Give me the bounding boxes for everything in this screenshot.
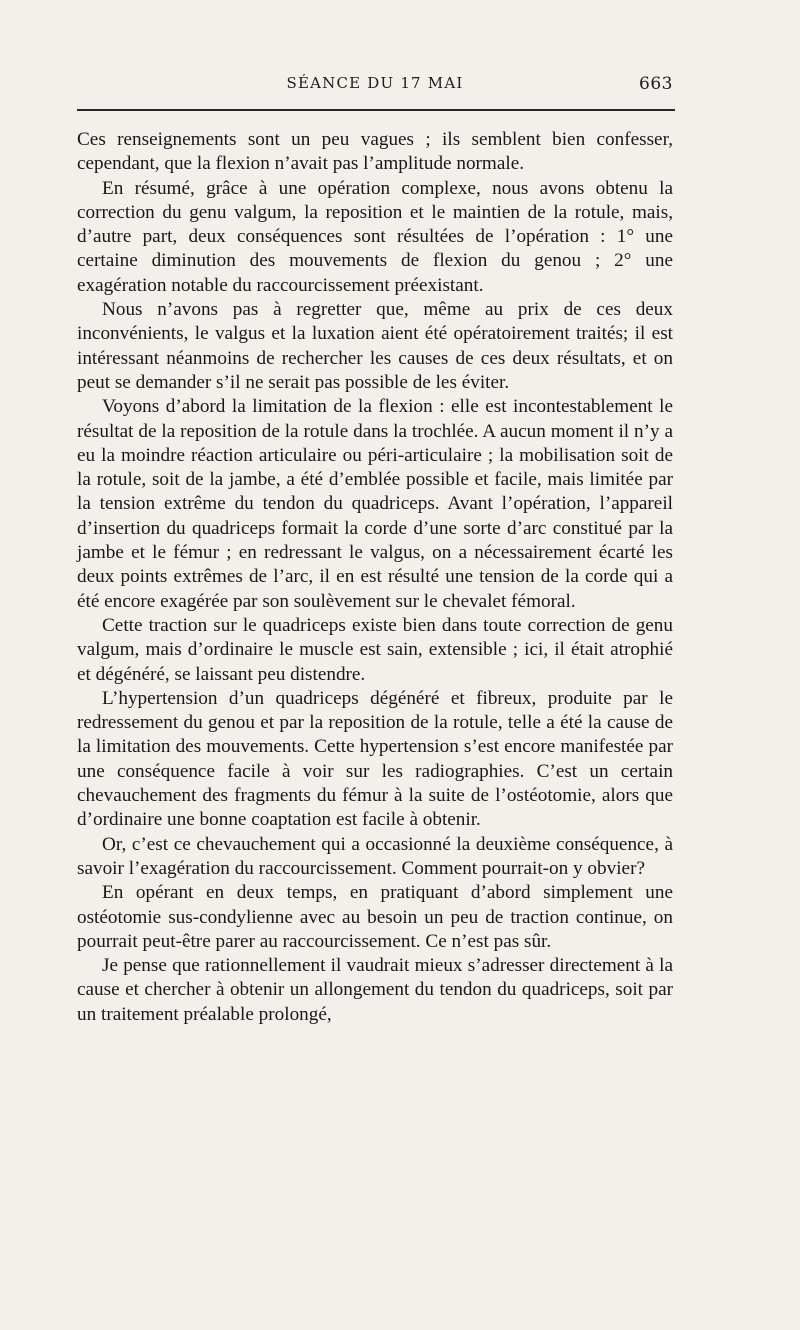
page-number: 663 [639, 74, 673, 94]
running-head: SÉANCE DU 17 MAI [286, 74, 464, 92]
body-text [77, 128, 673, 1027]
paragraph-2: En résumé, grâce à une opération complexe, nous avons obtenu la correction du genu valgum, la reposition et le maintien de la rotule, mais, d’autre part, deux conséquences sont résultées de l’opération : 1° une certaine diminution des mouvements de flexion du genou ; 2° une exagération notable du raccourcissement préexistant. [77, 177, 673, 296]
paragraph-8: En opérant en deux temps, en pratiquant d’abord simplement une ostéotomie sus-condylienne avec au besoin un peu de traction continue, on pourrait peut-être parer au raccourcissement. Ce n’est pas sûr. [77, 882, 673, 952]
page-header [77, 74, 673, 98]
paragraph-4: Voyons d’abord la limitation de la flexion : elle est incontestablement le résultat de la reposition de la rotule dans la trochlée. A aucun moment il n’y a eu la moindre réaction articulaire ou péri-articulaire ; la mobilisation soit de la rotule, soit de la jambe, a été d’emblée possible et facile, mais limitée par la tension extrême du tendon du quadriceps. Avant l’opération, l’appareil d’insertion du quadriceps formait la corde d’une sorte d’arc constitué par la jambe et le fémur ; en redressant le valgus, on a nécessairement écarté les deux points extrêmes de l’arc, il en est résulté une tension de la corde qui a été encore exagérée par son soulèvement sur le chevalet fémoral. [77, 396, 673, 612]
header-rule [77, 109, 675, 111]
paragraph-5: Cette traction sur le quadriceps existe bien dans toute correction de genu valgum, mais d’ordinaire le muscle est sain, extensible ; ici, il était atrophié et dégénéré, se laissant peu distendre. [77, 614, 673, 685]
paragraph-7: Or, c’est ce chevauchement qui a occasionné la deuxième conséquence, à savoir l’exagération du raccourcissement. Comment pourrait-on y obvier? [77, 833, 673, 879]
paragraph-3: Nous n’avons pas à regretter que, même au prix de ces deux inconvénients, le valgus et la luxation aient été opératoirement traités; il est intéressant néanmoins de rechercher les causes de ces deux résultats, et on peut se demander s’il ne serait pas possible de les éviter. [77, 299, 673, 393]
paragraph-9: Je pense que rationnellement il vaudrait mieux s’adresser directement à la cause et chercher à obtenir un allongement du tendon du quadriceps, soit par un traitement préalable prolongé, [77, 955, 673, 1025]
paragraph-6: L’hypertension d’un quadriceps dégénéré et fibreux, produite par le redressement du genou et par la reposition de la rotule, telle a été la cause de la limitation des mouvements. Cette hypertension s’est encore manifestée par une conséquence facile à voir sur les radiographies. C’est un certain chevauchement des fragments du fémur à la suite de l’ostéotomie, alors que d’ordinaire une bonne coaptation est facile à obtenir. [77, 687, 673, 831]
paragraph-1: Ces renseignements sont un peu vagues ; ils semblent bien confesser, cependant, que la flexion n’avait pas l’amplitude normale. [77, 129, 673, 175]
